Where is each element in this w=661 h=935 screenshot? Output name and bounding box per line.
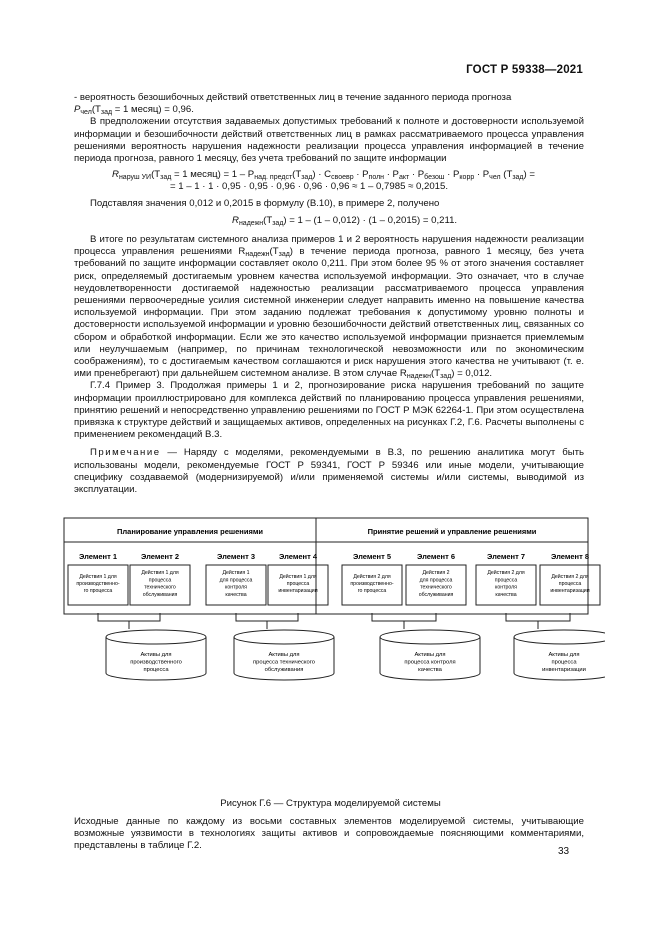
action-text: Действия 1 для — [141, 570, 179, 577]
action-text: Действия 2 для — [353, 573, 391, 580]
asset-text: процесса технического — [253, 659, 315, 666]
asset-text: обслуживания — [264, 667, 304, 673]
asset-cylinder — [380, 637, 480, 680]
asset-link — [236, 613, 298, 629]
asset-text: производственного — [130, 659, 182, 666]
body-text — [74, 92, 584, 496]
figure-system-structure — [60, 515, 605, 690]
asset-text: Активы для — [414, 652, 446, 658]
paragraph-prob-person-value: $P_{чел}(T_{зад} = 1$ месяц) = 0,96. — [74, 104, 194, 117]
action-text: обслуживания — [418, 591, 454, 598]
paragraph-source-data: Исходные данные по каждому из восьми составных элементов моделируемой системы, учитывающие возможные уязвимости в технологиях защиты активов и сопровождаемые поясняющими комментариями, представлены в таблице Г.2. — [74, 816, 584, 852]
paragraph-conclusion: В итоге по результатам системного анализа примеров 1 и 2 вероятность нарушения надежности реализации процесса управления решениями $R_{надежн}(T_{зад})$ в течение периода прогноза, равного 1 месяцу, без учета требований по защите информации составляет около 0,211. При этом более 95 % от этого значения составляет риск, определяемый достигаемым уровнем качества используемой информации. Это означает, что в случае неудовлетворенности достигаемой надежностью реализации рассматриваемого процесса управления решениями первоочередные усилия системной инженерии следует направить именно на повышение качества используемой информации. При этом заданию подлежат требования к допустимому уровню полноты и достоверности используемой информации и уровню безошибочности действий ответственных лиц, связанных со сбором и обработкой информации. Если же это качество используемой информации признается приемлемым или неулучшаемым (например, по причинам технологической невозможности или по экономическим соображениям), то с достигаемым качеством соглашаются и риск нарушения этого качества не учитывают (т. е. ими пренебрегают) при дальнейшем системном анализе. В этом случае $R_{надежн}(T_{зад}) = 0,012$. — [74, 234, 585, 381]
formula-r-reliability: $R_{надежн}(T_{зад}) = 1 - (1 - 0,012) \cdot (1 - 0,2015) = 0,211$. — [232, 214, 458, 227]
asset-text: Активы для — [140, 652, 172, 658]
action-text: процесса — [148, 577, 172, 584]
asset-text: Активы для — [548, 652, 580, 658]
action-text: Действия 1 — [222, 570, 250, 577]
action-text: инвентаризации — [550, 588, 590, 595]
formula-r-violation-value: = 1 – 1 · 1 · 0,95 · 0,95 · 0,96 · 0,96 · 0,96 ≈ 1 – 0,7985 ≈ 0,2015. — [170, 181, 449, 193]
action-text: технического — [420, 584, 452, 591]
asset-cylinder-top — [106, 630, 206, 644]
asset-link — [98, 613, 160, 629]
asset-cylinder-top — [234, 630, 334, 644]
page-number: 33 — [558, 846, 570, 857]
asset-text: процесса контроля — [404, 659, 456, 666]
element-label: Элемент 4 — [278, 552, 318, 561]
action-text: го процесса — [357, 588, 387, 595]
asset-cylinder — [106, 637, 206, 680]
asset-text: Активы для — [268, 652, 300, 658]
action-text: инвентаризации — [278, 588, 318, 595]
action-text: Действия 2 для — [487, 570, 525, 577]
action-text: контроля — [225, 584, 247, 591]
action-text: обслуживания — [142, 591, 178, 598]
action-text: для процесса — [419, 577, 453, 584]
action-text: качества — [495, 591, 517, 598]
action-text: процесса — [286, 581, 310, 587]
action-text: производственно- — [350, 581, 394, 587]
asset-link — [506, 613, 570, 629]
action-text: процесса — [494, 577, 518, 584]
paragraph-example-3: Г.7.4 Пример 3. Продолжая примеры 1 и 2, прогнозирование риска нарушения требований по защите информации проиллюстрировано для комплекса действий по планированию процесса управления решениями, принятию решений и непосредственно управлению решениями по ГОСТ Р МЭК 62264-1. При этом осуществлена привязка к структуре действий и защищаемых активов, определенных на рисунках Г.2, Г.6. Расчеты выполнены с применением рекомендаций В.3. — [74, 380, 584, 441]
action-text: процесса — [558, 581, 582, 587]
group-title-planning: Планирование управления решениями — [117, 527, 263, 536]
action-text: качества — [225, 591, 247, 598]
asset-cylinder — [514, 637, 605, 680]
figure-caption: Рисунок Г.6 — Структура моделируемой системы — [220, 798, 441, 809]
action-text: Действия 2 для — [551, 573, 589, 580]
paragraph-prob-person: - вероятность безошибочных действий ответственных лиц в течение заданного периода прогноза — [74, 92, 512, 103]
asset-cylinder-top — [514, 630, 605, 644]
action-text: технического — [144, 584, 176, 591]
asset-text: процесса — [143, 667, 169, 673]
standard-header: ГОСТ Р 59338—2021 — [466, 64, 583, 76]
paragraph-substitution: Подставляя значения 0,012 и 0,2015 в формулу (В.10), в примере 2, получено — [90, 197, 440, 209]
action-text: Действия 1 для — [279, 573, 317, 580]
element-label: Элемент 8 — [550, 552, 590, 561]
note: Примечание — Наряду с моделями, рекомендуемыми в В.3, по решению аналитика могут быть использованы модели, рекомендуемые ГОСТ Р 59341, ГОСТ Р 59346 или иные модели, учитывающие специфику создаваемой (модернизируемой) и/или применяемой системы и/или системы, выводимой из эксплуатации. — [74, 447, 584, 496]
element-label: Элемент 7 — [486, 552, 526, 561]
element-label: Элемент 5 — [352, 552, 392, 561]
paragraph-assumption: В предположении отсутствия задаваемых допустимых требований к полноте и достоверности используемой информации и безошибочности действий ответственных лиц в рамках рассматриваемого процесса управления решениями вероятность нарушения надежности реализации процесса управления информацией в течение периода прогноза, равного 1 месяцу, без учета требований по защите информации — [74, 116, 584, 165]
group-title-decisions: Принятие решений и управление решениями — [367, 527, 537, 536]
action-text: Действия 2 — [422, 570, 450, 577]
formula-r-violation: $R_{наруш УИ}(T_{зад} = 1$ месяц) = $1 - P_{над. предст}(T_{зад}) \cdot C_{своевр} \cdot P_{полн} \cdot P_{акт} \cdot P_{безош} \cdot P_{корр} \cdot P_{чел}$ $(T_{зад})$ = — [112, 169, 535, 182]
asset-cylinder-top — [380, 630, 480, 644]
asset-link — [372, 613, 436, 629]
action-text: контроля — [495, 584, 517, 591]
element-label: Элемент 3 — [216, 552, 256, 561]
asset-text: инвентаризации — [542, 667, 586, 673]
element-label: Элемент 1 — [78, 552, 118, 561]
action-text: Действия 1 для — [79, 573, 117, 580]
asset-cylinder — [234, 637, 334, 680]
element-label: Элемент 6 — [416, 552, 456, 561]
action-text: го процесса — [83, 588, 113, 595]
action-text: производственно- — [76, 581, 120, 587]
action-text: для процесса — [219, 577, 253, 584]
element-label: Элемент 2 — [140, 552, 180, 561]
note-label: Примечание — [90, 447, 161, 459]
asset-text: процесса — [551, 659, 577, 666]
asset-text: качества — [418, 667, 442, 673]
